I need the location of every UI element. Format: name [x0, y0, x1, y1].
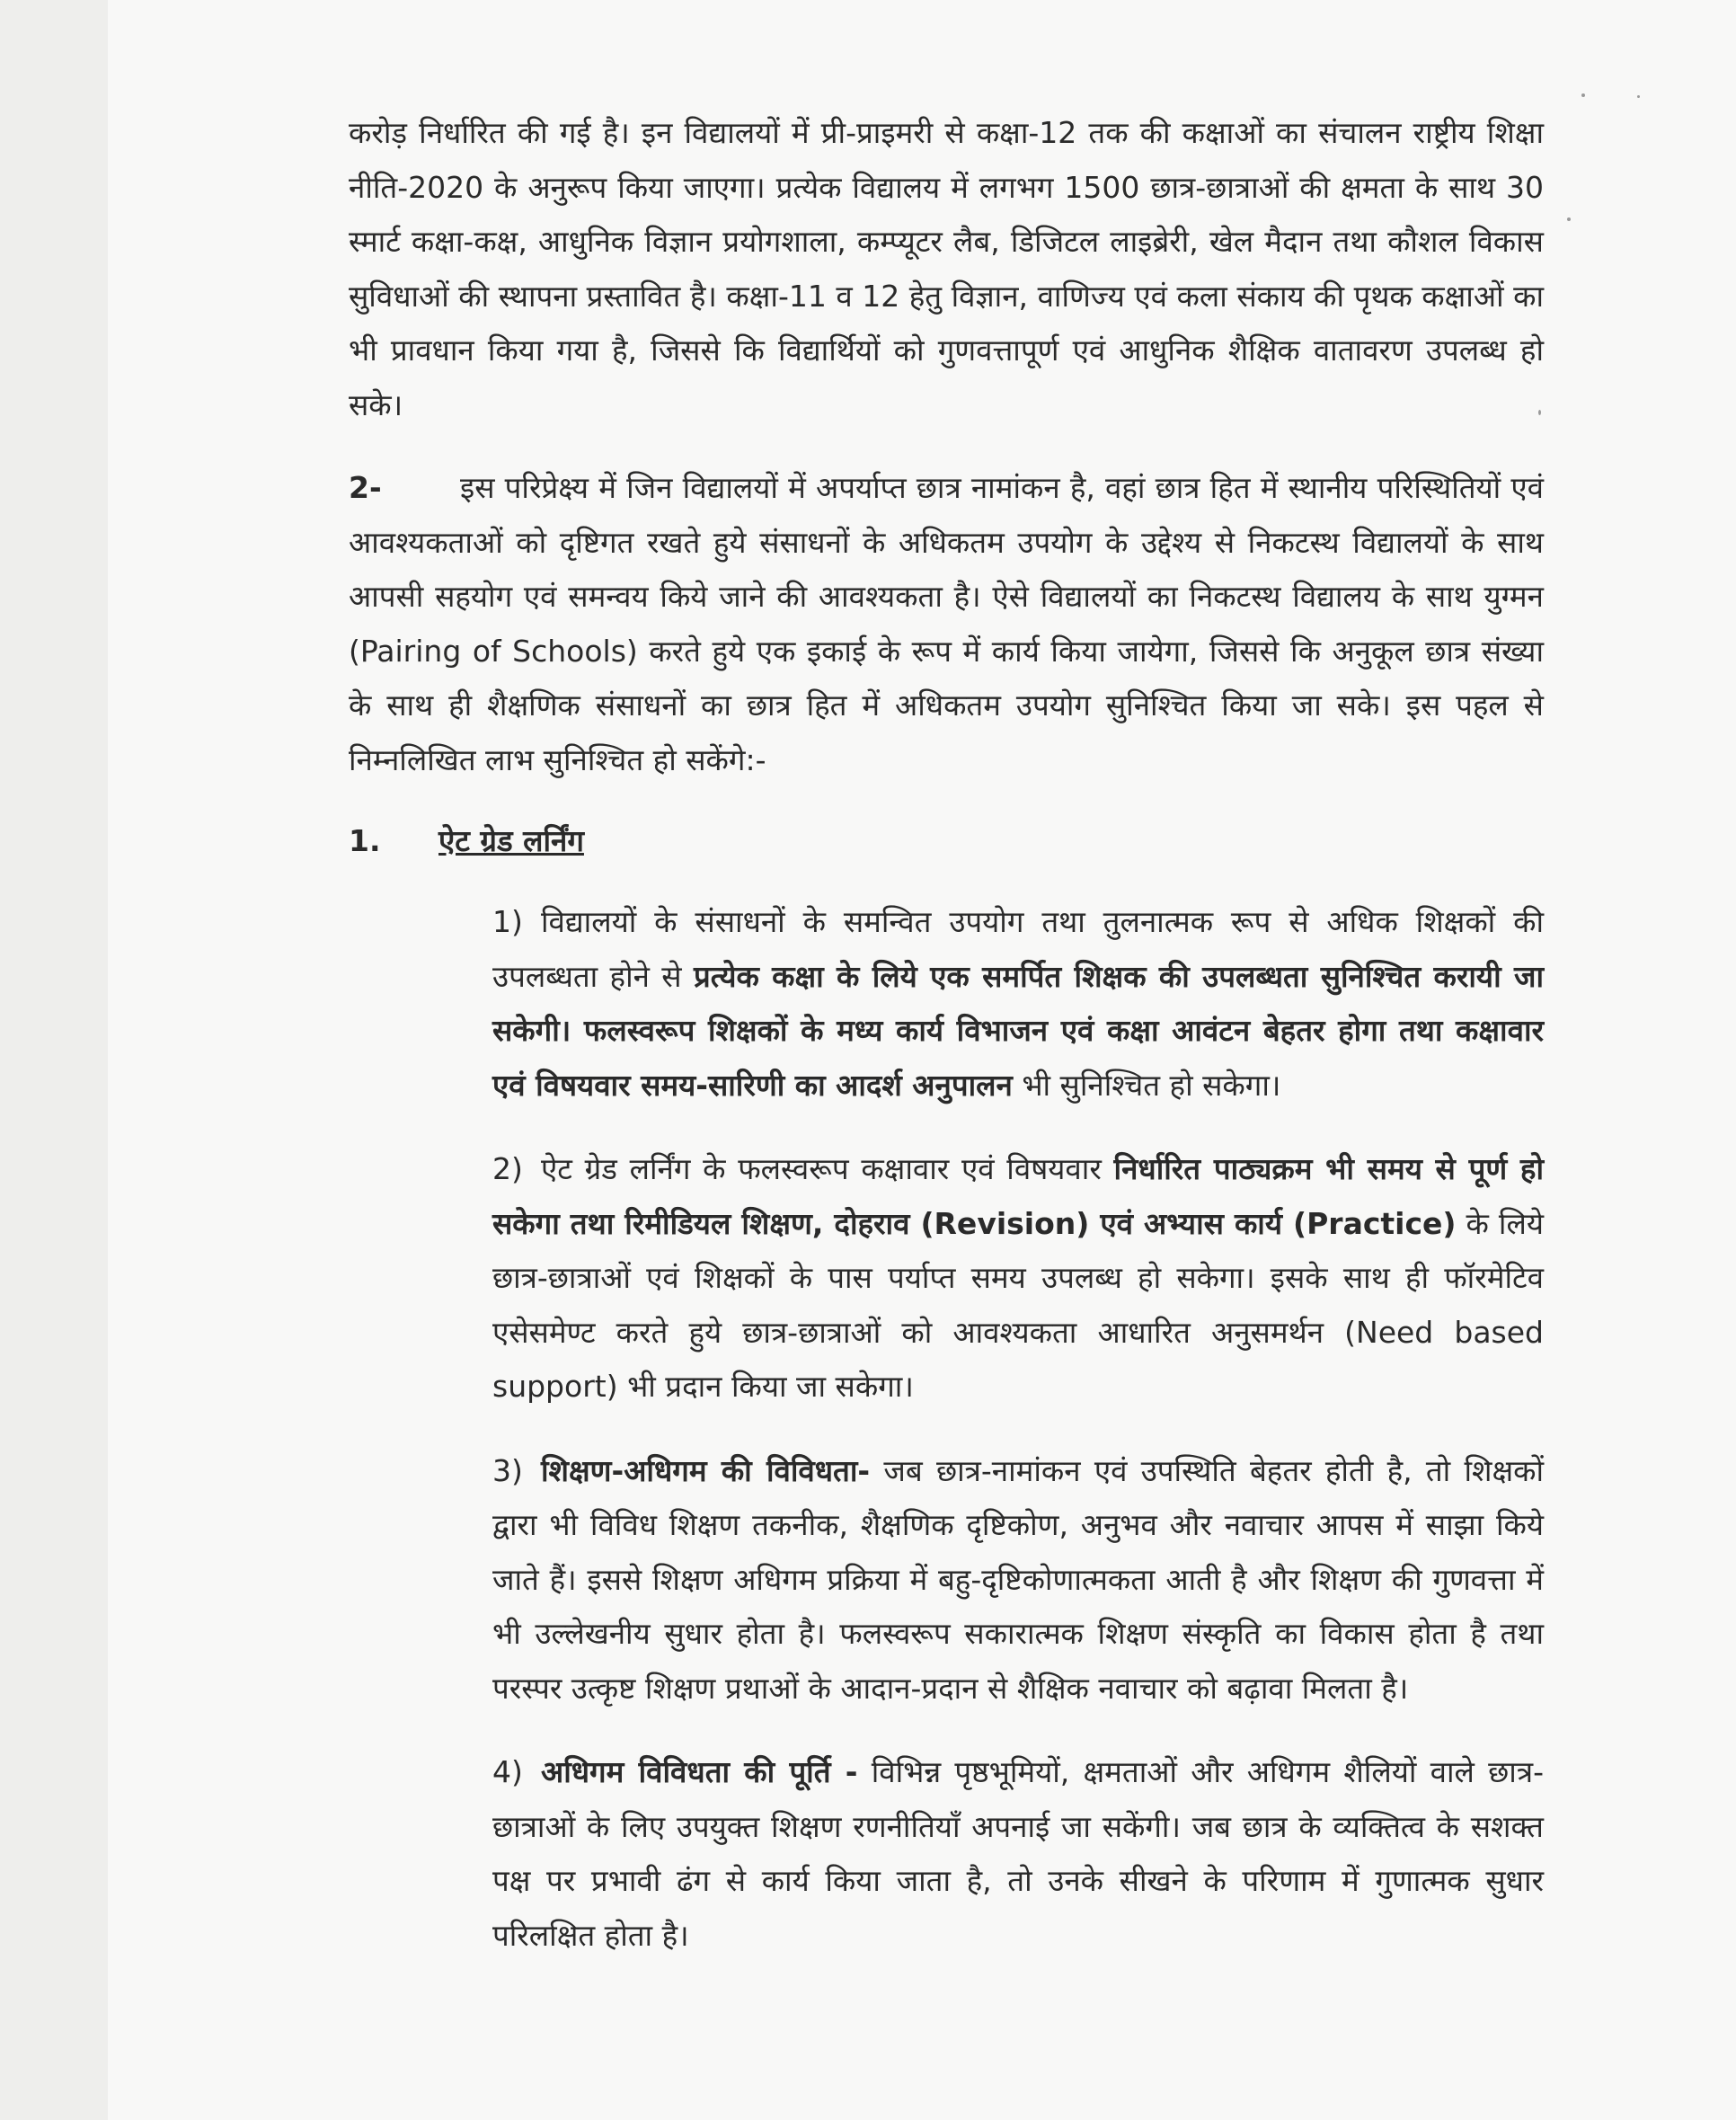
list-item — [492, 1142, 1544, 1415]
list-item — [492, 1444, 1544, 1716]
section-2-paragraph — [349, 461, 1544, 787]
scan-speck — [1567, 217, 1571, 221]
scan-speck — [1637, 95, 1640, 98]
item-number: 4) — [492, 1754, 523, 1789]
item-rest-text: जब छात्र-नामांकन एवं उपस्थिति बेहतर होती है, तो शिक्षकों द्वारा भी विविध शिक्षण तकनीक, शैक्षणिक दृष्टिकोण, अनुभव और नवाचार आपस में साझा किये जाते हैं। इससे शिक्षण अधिगम प्रक्रिया में बहु-दृष्टिकोणात्मकता आती है और शिक्षण की गुणवत्ता में भी उल्लेखनीय सुधार होता है। फलस्वरूप सकारात्मक शिक्षण संस्कृति का विकास होता है तथा परस्पर उत्कृष्ट शिक्षण प्रथाओं के आदान-प्रदान से शैक्षिक नवाचार को बढ़ावा मिलता है। — [492, 1452, 1544, 1706]
item-bold-text: निर्धारित पाठ्यक्रम भी समय से पूर्ण हो सकेगा तथा रिमीडियल शिक्षण, दोहराव (Revision) एवं अभ्यास कार्य (Practice) — [492, 1151, 1544, 1241]
item-bold-text: शिक्षण-अधिगम की विविधता- — [541, 1452, 871, 1488]
point-number: 1. — [349, 823, 381, 858]
item-lead-text: विद्यालयों के संसाधनों के समन्वित उपयोग तथा तुलनात्मक रूप से अधिक शिक्षकों की उपलब्धता होने से — [492, 904, 1544, 994]
item-bold-text: प्रत्येक कक्षा के लिये एक समर्पित शिक्षक की उपलब्धता सुनिश्चित करायी जा सकेगी। फलस्वरूप शिक्षकों के मध्य कार्य विभाजन एवं कक्षा आवंटन बेहतर होगा तथा कक्षावार एवं विषयवार समय-सारिणी का आदर्श अनुपालन — [492, 958, 1544, 1103]
item-rest-text: के लिये छात्र-छात्राओं एवं शिक्षकों के पास पर्याप्त समय उपलब्ध हो सकेगा। इसके साथ ही फॉरमेटिव एसेसमेण्ट करते हुये छात्र-छात्राओं को आवश्यकता आधारित अनुसमर्थन (Need based support) भी प्रदान किया जा सकेगा। — [492, 1205, 1544, 1404]
list-item — [492, 895, 1544, 1113]
point-1-heading — [349, 814, 1544, 868]
section-number: 2- — [349, 470, 382, 505]
item-number: 3) — [492, 1452, 523, 1488]
scan-speck — [1581, 93, 1585, 97]
point-title: ऐट ग्रेड लर्निंग — [438, 823, 584, 858]
item-number: 2) — [492, 1151, 523, 1186]
item-rest-text: विभिन्न पृष्ठभूमियों, क्षमताओं और अधिगम शैलियों वाले छात्र-छात्राओं के लिए उपयुक्त शिक्षण रणनीतियाँ अपनाई जा सकेंगी। जब छात्र के व्यक्तित्व के सशक्त पक्ष पर प्रभावी ढंग से कार्य किया जाता है, तो उनके सीखने के परिणाम में गुणात्मक सुधार परिलक्षित होता है। — [492, 1754, 1544, 1953]
section-2-text: इस परिप्रेक्ष्य में जिन विद्यालयों में अपर्याप्त छात्र नामांकन है, वहां छात्र हित में स्थानीय परिस्थितियों एवं आवश्यकताओं को दृष्टिगत रखते हुये संसाधनों के अधिकतम उपयोग के उद्देश्य से निकटस्थ विद्यालयों के साथ आपसी सहयोग एवं समन्वय किये जाने की आवश्यकता है। ऐसे विद्यालयों का निकटस्थ विद्यालय के साथ युग्मन (Pairing of Schools) करते हुये एक इकाई के रूप में कार्य किया जायेगा, जिससे कि अनुकूल छात्र संख्या के साथ ही शैक्षणिक संसाधनों का छात्र हित में अधिकतम उपयोग सुनिश्चित किया जा सके। इस पहल से निम्नलिखित लाभ सुनिश्चित हो सकेंगे:- — [349, 470, 1544, 777]
intro-paragraph: करोड़ निर्धारित की गई है। इन विद्यालयों में प्री-प्राइमरी से कक्षा-12 तक की कक्षाओं का संचालन राष्ट्रीय शिक्षा नीति-2020 के अनुरूप किया जाएगा। प्रत्येक विद्यालय में लगभग 1500 छात्र-छात्राओं की क्षमता के साथ 30 स्मार्ट कक्षा-कक्ष, आधुनिक विज्ञान प्रयोगशाला, कम्प्यूटर लैब, डिजिटल लाइब्रेरी, खेल मैदान तथा कौशल विकास सुविधाओं की स्थापना प्रस्तावित है। कक्षा-11 व 12 हेतु विज्ञान, वाणिज्य एवं कला संकाय की पृथक कक्षाओं का भी प्रावधान किया गया है, जिससे कि विद्यार्थियों को गुणवत्तापूर्ण एवं आधुनिक शैक्षिक वातावरण उपलब्ध हो सके। — [349, 115, 1544, 422]
item-bold-text: अधिगम विविधता की पूर्ति - — [541, 1754, 858, 1789]
list-item — [492, 1745, 1544, 1963]
item-lead-text: ऐट ग्रेड लर्निंग के फलस्वरूप कक्षावार एवं विषयवार — [541, 1151, 1102, 1186]
document-body — [349, 106, 1544, 1992]
item-rest-text: भी सुनिश्चित हो सकेगा। — [1022, 1067, 1281, 1103]
item-number: 1) — [492, 904, 523, 939]
